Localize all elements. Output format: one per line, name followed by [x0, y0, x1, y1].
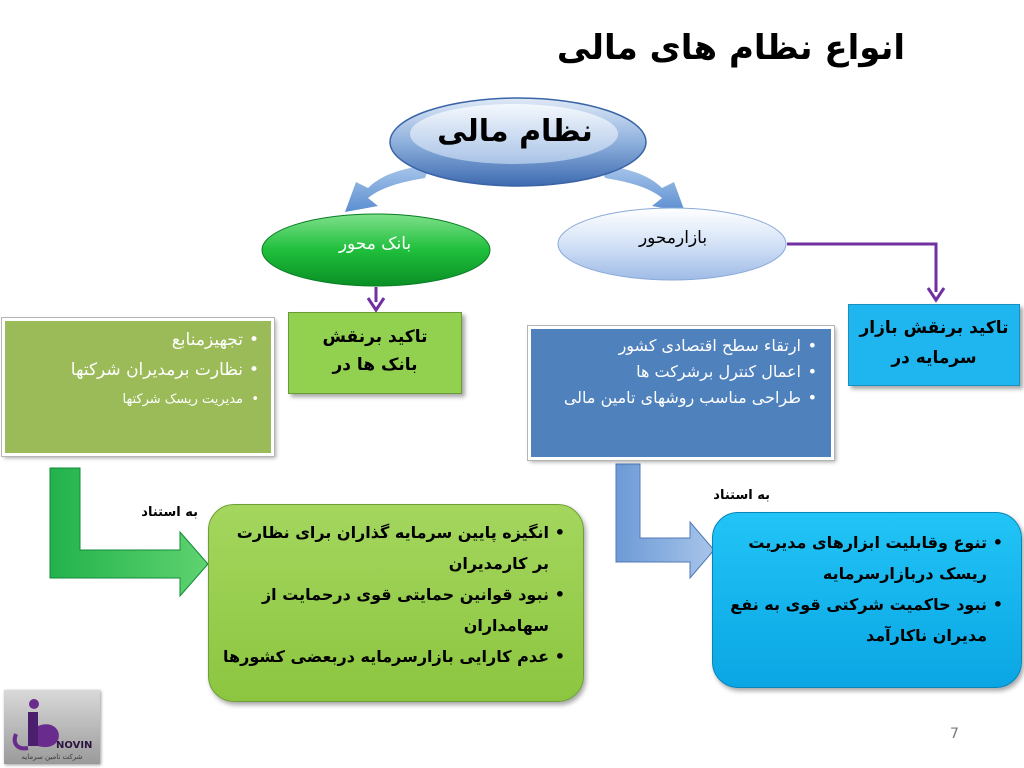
bank-basis-item: • انگیزه پایین سرمایه گذاران برای نظارت بر کارمدیران — [221, 517, 549, 579]
bank-features-list — [11, 325, 265, 415]
market-features-list — [539, 333, 823, 411]
market-label: بازارمحور — [638, 228, 708, 248]
market-features-box — [528, 326, 834, 460]
market-basis-box — [712, 512, 1022, 688]
page-number: 7 — [950, 726, 959, 742]
root-label: نظام مالی — [437, 114, 593, 149]
green-bent-arrow — [50, 468, 208, 596]
market-feature-item: • اعمال کنترل برشرکت ها — [539, 359, 801, 385]
market-emphasis-line2: سرمایه در — [891, 348, 977, 368]
connector-market-emphasis — [787, 244, 936, 292]
bank-basis-item: • نبود قوانین حمایتی قوی درحمایت از سهامداران — [221, 579, 549, 641]
bank-feature-item: • نظارت برمدیران شرکتها — [11, 355, 243, 385]
market-feature-item: • ارتقاء سطح اقتصادی کشور — [539, 333, 801, 359]
bank-label: بانک محور — [338, 234, 412, 254]
logo-caption: شرکت تامین سرمایه — [21, 753, 83, 761]
bank-basis-list — [221, 517, 571, 672]
market-emphasis-box — [848, 304, 1020, 386]
slide-title: انواع نظام های مالی — [556, 28, 905, 68]
bank-emphasis-line1: تاکید برنقش — [322, 327, 428, 347]
market-basis-item: • تنوع وقابلیت ابزارهای مدیریت ریسک دربازارسرمایه — [725, 527, 987, 589]
bank-basis-item: • عدم کارایی بازارسرمایه دربعضی کشورها — [221, 641, 549, 672]
arrow-root-to-bank — [345, 165, 430, 212]
bank-emphasis-box — [288, 312, 462, 394]
bank-feature-item: • مدیریت ریسک شرکتها — [11, 385, 243, 415]
bank-emphasis-line2: بانک ها در — [332, 355, 418, 375]
market-feature-item: • طراحی مناسب روشهای تامین مالی — [539, 385, 801, 411]
logo-brand: NOVIN — [56, 740, 93, 751]
bank-feature-item: • تجهیزمنابع — [11, 325, 243, 355]
blue-bent-arrow — [616, 464, 714, 578]
bank-features-box — [2, 318, 274, 456]
market-emphasis-line1: تاکید برنقش بازار — [859, 318, 1009, 338]
market-basis-item: • نبود حاکمیت شرکتی قوی به نفع مدیران ناکارآمد — [725, 589, 987, 651]
market-basis-label: به استناد — [713, 488, 770, 503]
market-basis-list — [725, 527, 1009, 651]
bank-basis-box — [208, 504, 584, 702]
novin-logo — [4, 690, 100, 764]
bank-basis-label: به استناد — [141, 505, 198, 520]
